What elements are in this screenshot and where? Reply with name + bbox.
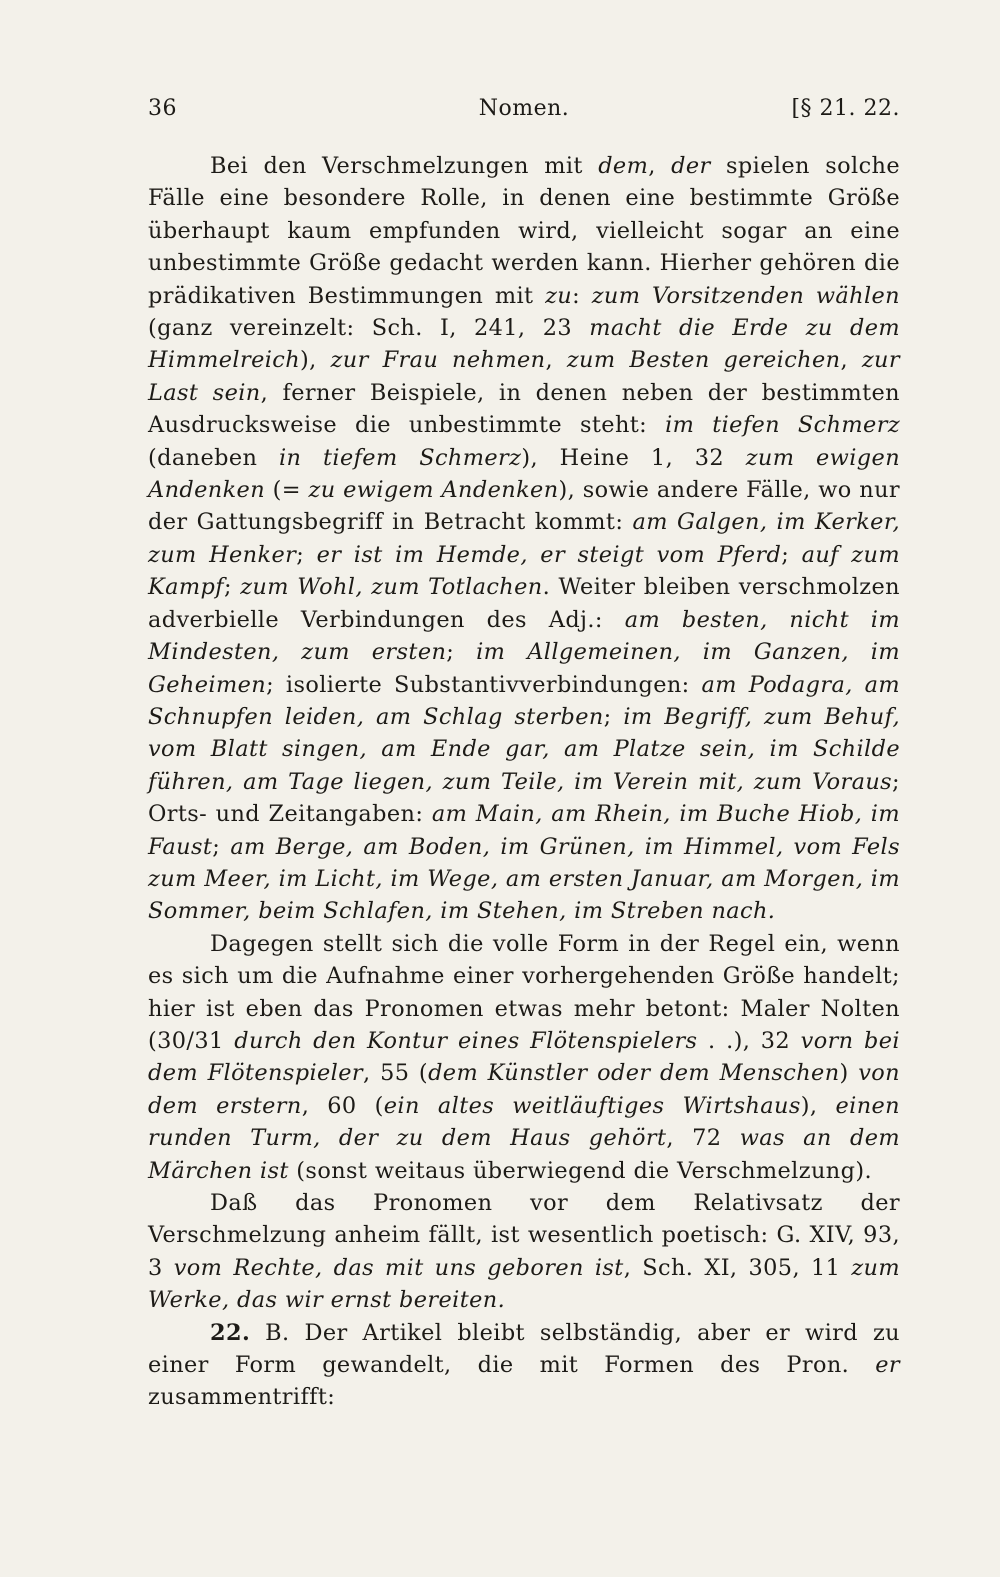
italic-run: im Allgemeinen, im Ganzen, im Geheimen: [148, 639, 900, 698]
text-run: (ganz vereinzelt: Sch. I, 241, 23: [148, 315, 590, 342]
text-run: zusammentrifft:: [148, 1384, 336, 1411]
text-run: ),: [800, 1092, 836, 1119]
text-run: :: [572, 282, 592, 309]
page-number: 36: [148, 96, 177, 121]
text-run: . Weiter bleiben verschmolzen adverbielle Verbindungen des Adj.:: [148, 574, 900, 633]
text-run: ; Orts- und Zeitangaben:: [148, 768, 900, 828]
italic-run: am Berge, am Boden, im Grünen, im Himmel, vom Fels zum Meer, im Licht, im Wege, am ersten Januar, am Morgen, im Sommer, beim Schlafen, im Stehen, im Streben nach.: [148, 833, 900, 925]
italic-run: zum ewigen Andenken: [148, 444, 901, 504]
italic-run: einen runden Turm, der zu dem Haus gehört: [148, 1092, 900, 1152]
italic-run: dem Künstler oder dem Menschen: [428, 1060, 840, 1087]
running-title: Nomen.: [478, 96, 570, 121]
text-run: , ferner Beispiele, in denen neben der bestimmten Ausdrucksweise die unbestimmte steht:: [148, 379, 900, 439]
italic-run: auf zum Kampf: [148, 541, 900, 601]
text-run: ,: [840, 347, 862, 374]
text-run: ;: [446, 639, 477, 666]
text-run: ,: [648, 153, 672, 179]
text-run: (daneben: [148, 444, 279, 471]
italic-run: im tiefen Schmerz: [665, 412, 901, 439]
text-run: Daß das Pronomen vor dem Relativsatz der Verschmelzung anheim fällt, ist wesentlich poetisch: G. XIV, 93, 3: [148, 1190, 900, 1281]
text-run: ; isolierte Substantivverbindungen:: [266, 671, 702, 698]
text-run: ),: [300, 347, 331, 374]
italic-run: zum Wohl, zum Totlachen: [240, 574, 543, 601]
italic-run: zu ewigem Andenken: [308, 477, 559, 504]
italic-run: am besten, nicht im Mindesten, zum ersten: [148, 606, 900, 666]
italic-run: zu: [545, 282, 573, 309]
text-run: ): [839, 1060, 859, 1087]
text-run: ;: [603, 703, 624, 730]
section-number: 22.: [210, 1319, 251, 1346]
italic-run: ein altes weitläuftiges Wirtshaus: [383, 1092, 801, 1119]
text-run: ;: [781, 541, 802, 568]
page-header: [148, 96, 900, 128]
italic-run: am Galgen, im Kerker, zum Henker: [148, 509, 900, 568]
text-run: , 72: [666, 1125, 740, 1152]
text-run: ,: [545, 347, 567, 374]
italic-run: vorn bei dem Flötenspieler: [148, 1027, 900, 1087]
italic-run: er: [875, 1352, 900, 1379]
text-run: , Sch. XI, 305, 11: [623, 1254, 852, 1281]
text-run: Dagegen stellt sich die volle Form in der Regel ein, wenn es sich um die Aufnahme einer vorhergehenden Größe handelt; hier ist eben das Pronomen etwas mehr betont: Maler Nolten (30/31: [148, 930, 900, 1054]
text-run: ), sowie andere Fälle, wo nur der Gattungsbegriff in Betracht kommt:: [148, 477, 900, 536]
page-body: [148, 150, 900, 1414]
text-run: Bei den Verschmelzungen mit: [210, 153, 599, 179]
text-run: , 55 (: [362, 1060, 429, 1087]
italic-run: im Begriff, zum Behuf, vom Blatt singen, am Ende gar, am Platze sein, im Schilde führen, am Tage liegen, zum Teile, im Verein mit, zum Voraus: [148, 703, 900, 795]
italic-run: zum Werke, das wir ernst bereiten.: [148, 1254, 900, 1314]
italic-run: zur Frau nehmen: [330, 347, 546, 374]
italic-run: am Podagra, am Schnupfen leiden, am Schlag sterben: [148, 671, 900, 730]
section-reference: [§ 21. 22.: [791, 96, 900, 121]
italic-run: zur Last sein: [148, 347, 900, 406]
text-run: (sonst weitaus überwiegend die Verschmelzung).: [288, 1157, 872, 1184]
text-run: , 60 (: [301, 1092, 384, 1119]
text-run: spielen solche Fälle eine besondere Rolle, in denen eine bestimmte Größe überhaupt kaum empfunden wird, vielleicht sogar an eine unbestimmte Größe gedacht werden kann. Hierher gehören die prädikativen Bestimmungen mit: [148, 153, 900, 309]
italic-run: von dem erstern: [148, 1060, 900, 1119]
italic-run: was an dem Märchen ist: [148, 1125, 901, 1184]
text-run: . .), 32: [697, 1027, 801, 1054]
italic-run: macht die Erde zu dem Himmelreich: [148, 315, 900, 374]
paragraph: [148, 150, 900, 928]
text-run: ;: [223, 574, 241, 601]
text-run: ;: [296, 541, 317, 568]
italic-run: zum Vorsitzenden wählen: [591, 282, 901, 309]
italic-run: zum Besten gereichen: [566, 347, 841, 374]
paragraph: [148, 1187, 900, 1317]
italic-run: der: [671, 153, 711, 179]
text-run: B. Der Artikel bleibt selbständig, aber er wird zu einer Form gewandelt, die mit Formen des Pron.: [148, 1319, 900, 1379]
italic-run: vom Rechte, das mit uns geboren ist: [173, 1254, 624, 1281]
text-run: ;: [212, 833, 231, 860]
italic-run: durch den Kontur eines Flötenspielers: [234, 1027, 698, 1054]
paragraph: [148, 928, 900, 1187]
text-run: ), Heine 1, 32: [521, 444, 746, 471]
italic-run: dem: [598, 153, 649, 179]
text-run: (=: [265, 477, 309, 504]
italic-run: am Main, am Rhein, im Buche Hiob, im Faust: [148, 801, 900, 860]
paragraph: [148, 1317, 900, 1414]
italic-run: in tiefem Schmerz: [278, 444, 522, 471]
italic-run: er ist im Hemde, er steigt vom Pferd: [316, 541, 782, 568]
